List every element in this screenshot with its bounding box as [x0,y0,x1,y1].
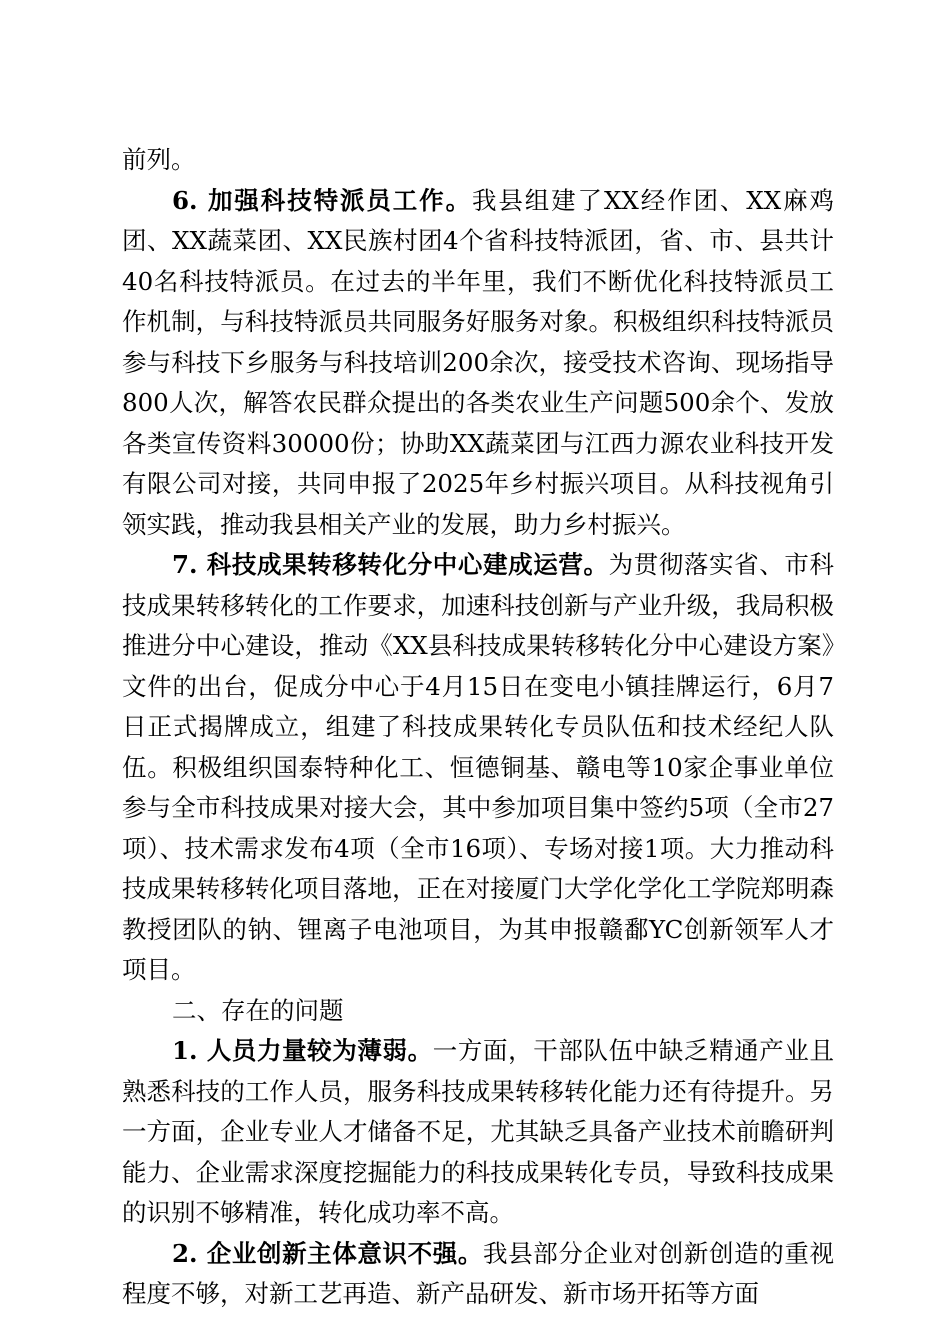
paragraph-transfer-center [122,545,834,991]
paragraph-heading: 1. 人员力量较为薄弱。 [172,1036,433,1065]
paragraph-continuation [122,140,834,181]
paragraph-sci-tech-commissioners [122,181,834,546]
paragraph-heading: 6. 加强科技特派员工作。 [172,185,472,215]
paragraph-text: 一方面，干部队伍中缺乏精通产业且熟悉科技的工作人员，服务科技成果转移转化能力还有待提升。另一方面，企业专业人才储备不足，尤其缺乏具备产业技术前瞻研判能力、企业需求深度挖掘能力的科技成果转化专员，导致科技成果的识别不够精准，转化成功率不高。 [122,1036,834,1227]
paragraph-text: 为贯彻落实省、市科技成果转移转化的工作要求，加速科技创新与产业升级，我局积极推进分中心建设，推动《XX县科技成果转移转化分中心建设方案》文件的出台，促成分中心于4月15日在变电小镇挂牌运行，6月7日正式揭牌成立，组建了科技成果转化专员队伍和技术经纪人队伍。积极组织国泰特种化工、恒德铜基、赣电等10家企事业单位参与全市科技成果对接大会，其中参加项目集中签约5项（全市27项）、技术需求发布4项（全市16项）、专场对接1项。大力推动科技成果转移转化项目落地，正在对接厦门大学化学化工学院郑明森教授团队的钠、锂离子电池项目，为其申报赣鄱YC创新领军人才项目。 [122,550,835,984]
paragraph-staffing-weak [122,1031,834,1234]
paragraph-innovation-awareness [122,1234,834,1315]
paragraph-heading: 2. 企业创新主体意识不强。 [172,1238,483,1268]
paragraph-heading: 7. 科技成果转移转化分中心建成运营。 [172,550,609,579]
paragraph-text: 我县部分企业对创新创造的重视程度不够，对新工艺再造、新产品研发、新市场开拓等方面 [122,1238,835,1308]
paragraph-text: 我县组建了XX经作团、XX麻鸡团、XX蔬菜团、XX民族村团4个省科技特派团，省、市、县共计40名科技特派员。在过去的半年里，我们不断优化科技特派员工作机制，与科技特派员共同服务好服务对象。积极组织科技特派员参与科技下乡服务与科技培训200余次，接受技术咨询、现场指导800人次，解答农民群众提出的各类农业生产问题500余个、发放各类宣传资料30000份；协助XX蔬菜团与江西力源农业科技开发有限公司对接，共同申报了2025年乡村振兴项目。从科技视角引领实践，推动我县相关产业的发展，助力乡村振兴。 [122,185,834,539]
document-body [122,140,834,1315]
paragraph-text: 前列。 [122,145,196,174]
section-title-text: 二、存在的问题 [172,995,344,1025]
section-title [122,991,834,1032]
